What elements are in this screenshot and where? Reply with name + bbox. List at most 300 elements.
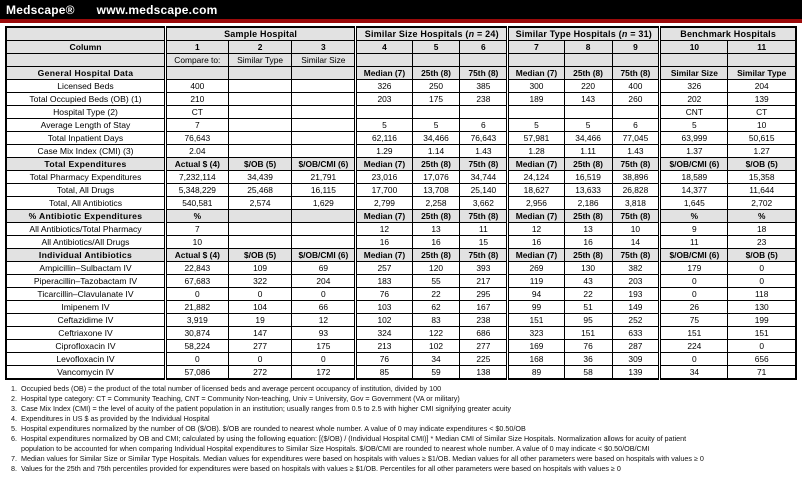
data-cell: 0	[292, 353, 356, 366]
section-title: % Antibiotic Expenditures	[6, 210, 165, 223]
n-italic: n	[468, 29, 475, 39]
row-label: Ciprofloxacin IV	[6, 340, 165, 353]
data-cell: 16	[508, 236, 564, 249]
data-cell: 7,232,114	[165, 171, 228, 184]
data-cell: 204	[292, 275, 356, 288]
section-col-header: 25th (8)	[412, 67, 460, 80]
footnote-text: Hospital type category: CT = Community Teaching, CNT = Community Non-teaching, Univ = University, Gov = Government (VA or military)	[21, 394, 460, 404]
footnote-text: Hospital expenditures normalized by OB and CMI; calculated by using the following equation: [($/OB) / (Individual Hospital CMI)] * Median CMI of Similar Size Hospitals. Normalization allows for acuity of patient population to be accounted for when comparing Individual Hospital expenditures to Similar Size Hospitals. $/OB/CMI are rounded to nearest whole number. A value of 0 may indicate < $0.50/OB/CMI	[21, 434, 796, 453]
data-cell: 151	[508, 314, 564, 327]
data-cell: 238	[460, 314, 508, 327]
data-cell: 169	[508, 340, 564, 353]
data-cell: 2,702	[728, 197, 796, 210]
section-col-header: 25th (8)	[564, 158, 612, 171]
section-col-header: $/OB/CMI (6)	[292, 249, 356, 262]
section-col-header	[165, 67, 228, 80]
section-col-header: Similar Type	[728, 67, 796, 80]
data-cell	[460, 106, 508, 119]
data-cell: 83	[412, 314, 460, 327]
data-cell: CT	[728, 106, 796, 119]
section-col-header: Similar Size	[660, 67, 728, 80]
row-label: All Antibiotics/Total Pharmacy	[6, 223, 165, 236]
data-cell	[356, 106, 412, 119]
table-row	[6, 236, 796, 249]
row-label: Ceftazidime IV	[6, 314, 165, 327]
section-col-header: $/OB (5)	[728, 249, 796, 262]
data-cell: 189	[508, 93, 564, 106]
data-cell: 0	[228, 353, 292, 366]
data-cell	[292, 223, 356, 236]
data-cell: 326	[356, 80, 412, 93]
data-cell: 12	[292, 314, 356, 327]
compare-cell	[460, 54, 508, 67]
data-cell: 238	[460, 93, 508, 106]
data-cell: 38,896	[612, 171, 660, 184]
data-cell: 3,919	[165, 314, 228, 327]
table-row	[6, 262, 796, 275]
data-cell: 58,224	[165, 340, 228, 353]
data-cell: 309	[612, 353, 660, 366]
section-col-header: Median (7)	[356, 67, 412, 80]
data-cell: 59	[412, 366, 460, 380]
data-cell: 16,519	[564, 171, 612, 184]
table-row	[6, 171, 796, 184]
data-cell: 34	[660, 366, 728, 380]
footnote	[8, 424, 796, 434]
data-cell: 1.14	[412, 145, 460, 158]
table-row	[6, 80, 796, 93]
section-col-header: $/OB (5)	[228, 249, 292, 262]
data-cell: 257	[356, 262, 412, 275]
group-header-4: Benchmark Hospitals	[660, 27, 796, 41]
data-cell: 34,466	[564, 132, 612, 145]
table-row	[6, 288, 796, 301]
data-cell: 326	[660, 80, 728, 93]
data-cell: 2,956	[508, 197, 564, 210]
data-cell: CNT	[660, 106, 728, 119]
data-cell: 76	[356, 288, 412, 301]
column-number-10: 10	[660, 41, 728, 54]
data-cell: 122	[412, 327, 460, 340]
data-cell: 66	[292, 301, 356, 314]
data-cell: 130	[564, 262, 612, 275]
section-col-header: 75th (8)	[612, 67, 660, 80]
footnote-text: Median values for Similar Size or Similar Type Hospitals. Median values for expenditures were based on hospitals with values ≥ $1/OB. Median values for all other parameters were based on hospitals with values ≥ 0	[21, 454, 704, 464]
data-cell: 0	[292, 288, 356, 301]
data-cell: 43	[564, 275, 612, 288]
data-cell	[292, 145, 356, 158]
footnote-number: 6.	[11, 434, 17, 444]
data-cell: 75	[660, 314, 728, 327]
row-label: Licensed Beds	[6, 80, 165, 93]
section-col-header: %	[728, 210, 796, 223]
compare-row-label	[6, 54, 165, 67]
group-header-3: Similar Type Hospitals (n = 31)	[508, 27, 660, 41]
data-cell	[228, 236, 292, 249]
data-cell	[412, 106, 460, 119]
data-cell: 12	[356, 223, 412, 236]
column-number-7: 7	[508, 41, 564, 54]
data-cell: 172	[292, 366, 356, 380]
data-cell: 400	[612, 80, 660, 93]
data-cell: 12	[508, 223, 564, 236]
data-cell: 5	[660, 119, 728, 132]
data-cell: 203	[612, 275, 660, 288]
data-cell: 24,124	[508, 171, 564, 184]
footnote-number: 5.	[11, 424, 17, 434]
data-cell: 213	[356, 340, 412, 353]
section-col-header: %	[660, 210, 728, 223]
row-label: Imipenem IV	[6, 301, 165, 314]
data-cell: 139	[612, 366, 660, 380]
data-cell	[292, 80, 356, 93]
data-cell: 50,615	[728, 132, 796, 145]
data-cell: 22	[564, 288, 612, 301]
footnotes-list	[0, 380, 802, 474]
data-cell: 1.11	[564, 145, 612, 158]
footnote	[8, 414, 796, 424]
data-cell: 203	[356, 93, 412, 106]
column-number-9: 9	[612, 41, 660, 54]
section-col-header: 25th (8)	[412, 249, 460, 262]
row-label: All Antibiotics/All Drugs	[6, 236, 165, 249]
data-cell: 89	[508, 366, 564, 380]
data-cell	[292, 236, 356, 249]
data-cell: 17,076	[412, 171, 460, 184]
data-cell: 324	[356, 327, 412, 340]
data-cell: 149	[612, 301, 660, 314]
data-cell: 382	[612, 262, 660, 275]
footnote	[8, 404, 796, 414]
data-cell: 217	[460, 275, 508, 288]
data-cell	[228, 132, 292, 145]
data-cell	[228, 223, 292, 236]
data-cell: 183	[356, 275, 412, 288]
data-cell: 14	[612, 236, 660, 249]
data-cell: 7	[165, 223, 228, 236]
section-col-header: 75th (8)	[612, 158, 660, 171]
data-cell: 51	[564, 301, 612, 314]
column-number-8: 8	[564, 41, 612, 54]
data-cell: 93	[292, 327, 356, 340]
data-cell: 5	[412, 119, 460, 132]
data-cell: 25,140	[460, 184, 508, 197]
section-col-header: $/OB/CMI (6)	[660, 158, 728, 171]
section-col-header: Median (7)	[508, 249, 564, 262]
data-cell: 62	[412, 301, 460, 314]
table-row	[6, 93, 796, 106]
section-col-header	[292, 210, 356, 223]
group-header-0	[6, 27, 165, 41]
data-cell: 34	[412, 353, 460, 366]
table-row	[6, 119, 796, 132]
compare-cell	[412, 54, 460, 67]
data-cell: 77,045	[612, 132, 660, 145]
data-cell: 269	[508, 262, 564, 275]
data-cell: 168	[508, 353, 564, 366]
footnote	[8, 464, 796, 474]
column-number-row	[6, 41, 796, 54]
data-cell: 287	[612, 340, 660, 353]
medscape-banner	[0, 0, 802, 19]
data-cell	[292, 132, 356, 145]
table-row	[6, 327, 796, 340]
data-cell: 151	[564, 327, 612, 340]
footnote-number: 1.	[11, 384, 17, 393]
data-cell: 18,627	[508, 184, 564, 197]
data-cell: 11	[660, 236, 728, 249]
compare-cell	[660, 54, 728, 67]
data-cell: 25,468	[228, 184, 292, 197]
section-header-row	[6, 210, 796, 223]
data-cell	[292, 119, 356, 132]
data-cell	[228, 145, 292, 158]
footnote-text: Case Mix Index (CMI) = the level of acuity of the patient population in an institution; usually ranges from 0.5 to 2.5 with higher CMI signifying greater acuity	[21, 404, 511, 414]
data-cell: 252	[612, 314, 660, 327]
column-number-5: 5	[412, 41, 460, 54]
data-cell	[292, 93, 356, 106]
section-col-header: $/OB (5)	[728, 158, 796, 171]
group-header-1: Sample Hospital	[165, 27, 355, 41]
data-cell: 58	[564, 366, 612, 380]
data-cell: 94	[508, 288, 564, 301]
column-number-2: 2	[228, 41, 292, 54]
footnote-number: 3.	[11, 404, 17, 414]
table-row	[6, 353, 796, 366]
data-cell	[612, 106, 660, 119]
section-col-header: %	[165, 210, 228, 223]
column-number-6: 6	[460, 41, 508, 54]
hospital-benchmark-table	[5, 26, 797, 380]
data-cell: 130	[728, 301, 796, 314]
data-cell: 19	[228, 314, 292, 327]
column-number-1: 1	[165, 41, 228, 54]
section-col-header: Median (7)	[356, 249, 412, 262]
data-cell: 2.04	[165, 145, 228, 158]
data-cell: 0	[165, 288, 228, 301]
data-cell: 1.43	[612, 145, 660, 158]
data-cell: 1.28	[508, 145, 564, 158]
data-cell: 0	[660, 275, 728, 288]
data-cell: 225	[460, 353, 508, 366]
table-row	[6, 184, 796, 197]
data-cell: 2,258	[412, 197, 460, 210]
data-cell: 76,643	[165, 132, 228, 145]
data-cell: 1,645	[660, 197, 728, 210]
compare-cell	[508, 54, 564, 67]
row-label: Vancomycin IV	[6, 366, 165, 380]
data-cell: 656	[728, 353, 796, 366]
data-cell: 23,016	[356, 171, 412, 184]
section-col-header: 75th (8)	[612, 210, 660, 223]
compare-cell: Similar Type	[228, 54, 292, 67]
section-col-header: 25th (8)	[564, 67, 612, 80]
section-col-header: Median (7)	[356, 210, 412, 223]
data-cell: 9	[660, 223, 728, 236]
data-cell: 5,348,229	[165, 184, 228, 197]
data-cell: 143	[564, 93, 612, 106]
data-cell: 5	[564, 119, 612, 132]
data-cell: 10	[165, 236, 228, 249]
data-cell: 199	[728, 314, 796, 327]
data-cell	[228, 80, 292, 93]
column-row-label: Column	[6, 41, 165, 54]
footnote-number: 7.	[11, 454, 17, 464]
data-cell: 17,700	[356, 184, 412, 197]
data-cell: 138	[460, 366, 508, 380]
data-cell: 300	[508, 80, 564, 93]
data-cell: 14,377	[660, 184, 728, 197]
section-col-header: 75th (8)	[460, 67, 508, 80]
data-cell: 2,186	[564, 197, 612, 210]
data-cell: 175	[412, 93, 460, 106]
data-cell: 322	[228, 275, 292, 288]
data-cell: 1.37	[660, 145, 728, 158]
table-row	[6, 314, 796, 327]
section-col-header: $/OB (5)	[228, 158, 292, 171]
section-col-header	[292, 67, 356, 80]
data-cell: 26	[660, 301, 728, 314]
section-col-header: Median (7)	[356, 158, 412, 171]
section-title: General Hospital Data	[6, 67, 165, 80]
data-cell: 1.29	[356, 145, 412, 158]
data-cell: 67,683	[165, 275, 228, 288]
row-label: Ticarcillin–Clavulanate IV	[6, 288, 165, 301]
data-cell: 260	[612, 93, 660, 106]
column-number-3: 3	[292, 41, 356, 54]
data-cell: 0	[165, 353, 228, 366]
section-col-header: 25th (8)	[412, 158, 460, 171]
data-cell: 36	[564, 353, 612, 366]
data-cell: 57,086	[165, 366, 228, 380]
row-label: Levofloxacin IV	[6, 353, 165, 366]
data-cell: 0	[660, 353, 728, 366]
data-cell: 16	[412, 236, 460, 249]
section-col-header: 25th (8)	[564, 249, 612, 262]
data-cell: 5	[356, 119, 412, 132]
section-col-header: Median (7)	[508, 67, 564, 80]
footnote-text: Expenditures in US $ as provided by the Individual Hospital	[21, 414, 210, 424]
table-row	[6, 145, 796, 158]
data-cell: 7	[165, 119, 228, 132]
footnote	[8, 434, 796, 453]
data-cell: 13	[412, 223, 460, 236]
data-cell: 22	[412, 288, 460, 301]
group-header-2: Similar Size Hospitals (n = 24)	[356, 27, 508, 41]
compare-cell	[356, 54, 412, 67]
data-cell: 30,874	[165, 327, 228, 340]
data-cell: 57,981	[508, 132, 564, 145]
data-cell: 21,791	[292, 171, 356, 184]
data-cell: 151	[660, 327, 728, 340]
table-body	[6, 27, 796, 379]
data-cell: 76,643	[460, 132, 508, 145]
section-col-header: 25th (8)	[564, 210, 612, 223]
section-header-row	[6, 158, 796, 171]
compare-to-row	[6, 54, 796, 67]
data-cell: 104	[228, 301, 292, 314]
data-cell: 22,843	[165, 262, 228, 275]
section-col-header: 75th (8)	[460, 210, 508, 223]
column-number-11: 11	[728, 41, 796, 54]
data-cell: 15,358	[728, 171, 796, 184]
row-label: Total, All Drugs	[6, 184, 165, 197]
data-cell: 102	[412, 340, 460, 353]
row-label: Piperacillin–Tazobactam IV	[6, 275, 165, 288]
data-cell: 62,116	[356, 132, 412, 145]
data-cell: 151	[728, 327, 796, 340]
table-row	[6, 106, 796, 119]
data-cell	[228, 106, 292, 119]
data-cell: 11	[460, 223, 508, 236]
data-cell: 272	[228, 366, 292, 380]
data-cell: 202	[660, 93, 728, 106]
table-row	[6, 223, 796, 236]
data-cell: 23	[728, 236, 796, 249]
data-cell: 119	[508, 275, 564, 288]
medscape-url: www.medscape.com	[96, 2, 218, 17]
data-cell: 95	[564, 314, 612, 327]
data-cell: 139	[728, 93, 796, 106]
row-label: Total Pharmacy Expenditures	[6, 171, 165, 184]
data-cell: 1,629	[292, 197, 356, 210]
section-col-header: 25th (8)	[412, 210, 460, 223]
row-label: Case Mix Index (CMI) (3)	[6, 145, 165, 158]
footnote	[8, 384, 796, 394]
data-cell: 1.43	[460, 145, 508, 158]
section-col-header: Actual $ (4)	[165, 158, 228, 171]
table-row	[6, 197, 796, 210]
section-col-header: $/OB/CMI (6)	[660, 249, 728, 262]
row-label: Ampicillin–Sulbactam IV	[6, 262, 165, 275]
column-number-4: 4	[356, 41, 412, 54]
data-cell: 76	[356, 353, 412, 366]
data-cell: 2,799	[356, 197, 412, 210]
footnote-number: 2.	[11, 394, 17, 404]
section-header-row	[6, 249, 796, 262]
table-row	[6, 132, 796, 145]
footnote-number: 8.	[11, 464, 17, 474]
data-cell: 13,708	[412, 184, 460, 197]
footnote-text: Values for the 25th and 75th percentiles provided for expenditures were based on hospitals with values ≥ $1/OB. Percentiles for all other parameters were based on hospitals with values ≥ 0	[21, 464, 621, 474]
data-cell	[564, 106, 612, 119]
data-cell	[228, 93, 292, 106]
row-label: Total Inpatient Days	[6, 132, 165, 145]
data-cell: 99	[508, 301, 564, 314]
compare-cell	[612, 54, 660, 67]
data-cell: 21,882	[165, 301, 228, 314]
data-cell: 385	[460, 80, 508, 93]
compare-cell: Similar Size	[292, 54, 356, 67]
data-cell: 1.27	[728, 145, 796, 158]
data-cell: 16	[564, 236, 612, 249]
section-col-header: Median (7)	[508, 210, 564, 223]
data-cell: 34,466	[412, 132, 460, 145]
data-cell: 540,581	[165, 197, 228, 210]
data-cell: 400	[165, 80, 228, 93]
data-cell: 277	[228, 340, 292, 353]
data-cell: 71	[728, 366, 796, 380]
section-col-header: Actual $ (4)	[165, 249, 228, 262]
data-cell: 224	[660, 340, 728, 353]
data-cell: 0	[660, 288, 728, 301]
footnote-number: 4.	[11, 414, 17, 424]
data-cell: 147	[228, 327, 292, 340]
data-cell: CT	[165, 106, 228, 119]
table-container	[0, 26, 802, 380]
compare-cell: Compare to:	[165, 54, 228, 67]
data-cell: 34,744	[460, 171, 508, 184]
